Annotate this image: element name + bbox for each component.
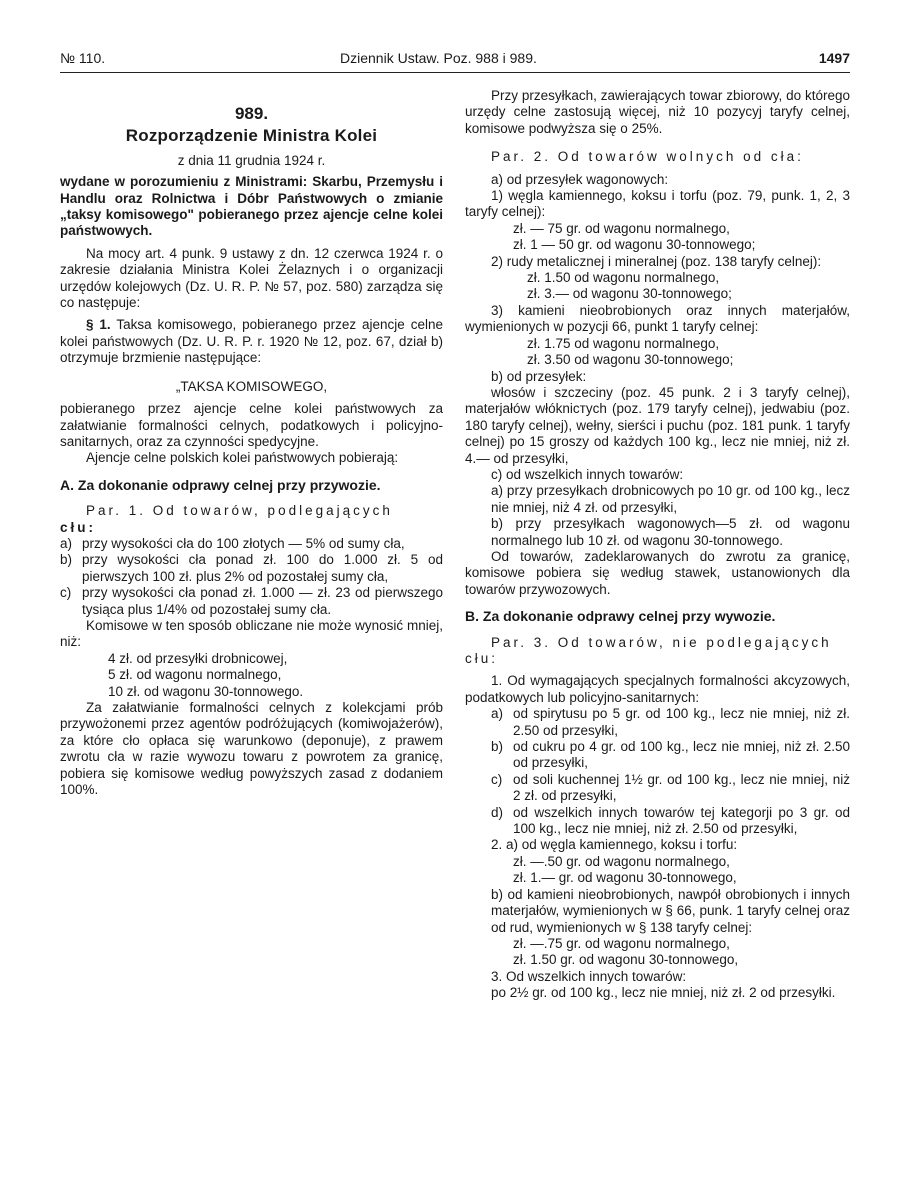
list-item: d) od wszelkich innych towarów tej kategorji po 3 gr. od 100 kg., lecz nie mniej, niż zł. 2.50 od przesyłki,: [491, 804, 850, 837]
right-column: [465, 88, 850, 1002]
sub-heading: b) od przesyłek:: [491, 368, 587, 384]
rate-line: zł. —.75 gr. od wagonu normalnego,: [513, 935, 730, 951]
regulation-title: Rozporządzenie Ministra Kolei: [125, 126, 378, 146]
intro-paragraph: Na mocy art. 4 punk. 9 ustawy z dn. 12 czerwca 1924 r. o zakresie działania Ministra Kolei Żelaznych i o organizacji urzędów kolejowych (Dz. U. R. P. № 57, poz. 580) zarządza się co następuje:: [60, 245, 443, 311]
paragraph-1: [60, 317, 443, 366]
position-number: 989.: [234, 104, 269, 123]
rate-line: zł. 1.— gr. od wagonu 30-tonnowego,: [513, 870, 737, 886]
ajencje-text: Ajencje celne polskich kolei państwowych pobierają:: [86, 450, 399, 466]
item-b-text: włosów i szczeciny (poz. 45 punk. 2 i 3 taryfy celnej), materjałów włókniстych (poz. 179 taryfy celnej), jedwabiu (poz. 180 taryfy celnej), wełny, sierści i puchu (poz. 181 punk. 1 taryfy celnej) po 15 groszy od każdych 100 kg., lecz nie mniej, niż zł. 4.— od przesyłki,: [465, 384, 850, 466]
zbiorowy-text: Przy przesyłkach, zawierających towar zbiorowy, do którego urzędy celne zastosują więcej, niż 10 pozycyj taryfy celnej, komisowe podwyższa się o 25%.: [465, 88, 850, 136]
item-p3: 3. Od wszelkich innych towarów:: [491, 968, 687, 984]
list-item: b) przy wysokości cła ponad zł. 100 do 1.000 zł. 5 od pierwszych 100 zł. plus 2% od pozostałej sumy cła,: [60, 552, 443, 584]
rate-line: zł. — 75 gr. od wagonu normalnego,: [513, 220, 730, 236]
par3-heading: Par. 3. Od towarów, nie podlegających cłu:: [465, 634, 832, 666]
list-item: a) przy wysokości cła do 100 złotych — 5% od sumy cła,: [60, 535, 405, 551]
komisowe-text: Komisowe w ten sposób obliczane nie może wynosić mniej, niż:: [60, 617, 443, 650]
regulation-date: z dnia 11 grudnia 1924 r.: [177, 152, 326, 168]
rate-line: zł. 3.50 od wagonu 30-tonnowego;: [527, 352, 734, 368]
paragraph-1-text: Taksa komisowego, pobieranego przez ajencje celne kolei państwowych (Dz. U. R. P. r. 1920 № 12, poz. 67, dział b) otrzymuje brzmienie następujące:: [60, 317, 443, 366]
section-b-heading: B. Za dokonanie odprawy celnej przy wywozie.: [465, 608, 776, 625]
page-header: [60, 50, 850, 73]
page-number: 1497: [818, 50, 850, 66]
sub-heading: c) od wszelkich innych towarów:: [491, 466, 684, 482]
issue-number: № 110.: [60, 50, 106, 66]
list-item: c) przy wysokości cła ponad zł. 1.000 — zł. 23 od pierwszego tysiąca plus 1/4% od pozostałej sumy cła.: [60, 585, 443, 617]
rate-line: zł. 3.— od wagonu 30-tonnowego;: [527, 286, 732, 302]
minimum-line: 4 zł. od przesyłki drobnicowej,: [108, 650, 288, 666]
item-w3: 3) kamieni nieobrobionych oraz innych materjałów, wymienionych w pozycji 66, punkt 1 taryfy celnej:: [465, 302, 850, 335]
rate-line: zł. 1 — 50 gr. od wagonu 30-tonnowego;: [513, 237, 756, 253]
par1-heading: Par. 1. Od towarów, podlegających: [86, 503, 393, 519]
rate-line: zł. —.50 gr. od wagonu normalnego,: [513, 853, 730, 869]
item-p1: 1. Od wymagających specjalnych formalności akcyzowych, podatkowych lub policyjno-sanitarnych:: [465, 673, 850, 705]
taksa-title: „TAKSA KOMISOWEGO,: [175, 378, 328, 394]
item-p2-b: b) od kamieni nieobrobionych, nawpół obrobionych i innych materjałów, wymienionych w § 66, punk. 1 taryfy celnej oraz od rud, wymienionych w § 138 taryfy celnej:: [491, 886, 850, 935]
left-column: [60, 88, 443, 798]
rate-line: zł. 1.50 od wagonu normalnego,: [527, 270, 720, 286]
regulation-lead: wydane w porozumieniu z Ministrami: Skarbu, Przemysłu i Handlu oraz Rolnictwa i Dóbr Państwowych o zmianie „taksy komisowego" pobieranego przez ajencje celne kolei państwowych.: [60, 174, 443, 239]
zwrot-text: Od towarów, zadeklarowanych do zwrotu za granicę, komisowe pobiera się według stawek, ustanowionych dla towarów przywozowych.: [465, 548, 850, 597]
minimum-line: 5 zł. od wagonu normalnego,: [108, 667, 282, 683]
item-c-b: b) przy przesyłkach wagonowych—5 zł. od wagonu normalnego lub 10 zł. od wagonu 30-tonnowego.: [491, 516, 850, 548]
rate-line: zł. 1.75 od wagonu normalnego,: [527, 335, 720, 351]
journal-title: Dziennik Ustaw. Poz. 988 i 989.: [340, 50, 537, 66]
minimum-line: 10 zł. od wagonu 30-tonnowego.: [108, 683, 304, 699]
kolekcje-text: Za załatwianie formalności celnych z kolekcjami prób przywożonemi przez agentów podróżujących (komiwojażerów), za które cło opłaca się warunkowo (deponuje), z prawem zwrotu cła w razie wywozu towaru z powrotem za granicę, pobiera się komisowe według powyższych zasad z dodaniem 100%.: [60, 700, 443, 798]
taksa-subtitle: pobieranego przez ajencje celne kolei państwowych za załatwianie formalności celnych, podatkowych i policyjno-sanitarnych, oraz za czynności spedycyjne.: [60, 401, 443, 449]
par1-heading-cont: cłu:: [60, 519, 97, 535]
par2-heading: Par. 2. Od towarów wolnych od cła:: [491, 149, 804, 165]
item-p2: 2. a) od węgla kamiennego, koksu i torfu:: [491, 837, 738, 853]
sub-heading: a) od przesyłek wagonowych:: [491, 171, 669, 187]
rate-line: zł. 1.50 gr. od wagonu 30-tonnowego,: [513, 952, 739, 968]
item-c-a: a) przy przesyłkach drobnicowych po 10 gr. od 100 kg., lecz nie mniej, niż 4 zł. od przesyłki,: [491, 483, 850, 515]
item-p3-text: po 2½ gr. od 100 kg., lecz nie mniej, niż zł. 2 od przesyłki.: [491, 985, 836, 1001]
list-item: c) od soli kuchennej 1½ gr. od 100 kg., lecz nie mniej, niż 2 zł. od przesyłki,: [491, 771, 850, 804]
section-a-heading: A. Za dokonanie odprawy celnej przy przywozie.: [60, 476, 381, 493]
list-item: b) od cukru po 4 gr. od 100 kg., lecz nie mniej, niż zł. 2.50 od przesyłki,: [491, 739, 850, 771]
item-w2: 2) rudy metalicznej i mineralnej (poz. 138 taryfy celnej):: [491, 253, 822, 269]
item-w1: 1) węgla kamiennego, koksu i torfu (poz. 79, punk. 1, 2, 3 taryfy celnej):: [465, 188, 850, 220]
list-item: a) od spirytusu po 5 gr. od 100 kg., lecz nie mniej, niż zł. 2.50 od przesyłki,: [491, 706, 850, 738]
paragraph-1-label: § 1.: [86, 317, 111, 333]
